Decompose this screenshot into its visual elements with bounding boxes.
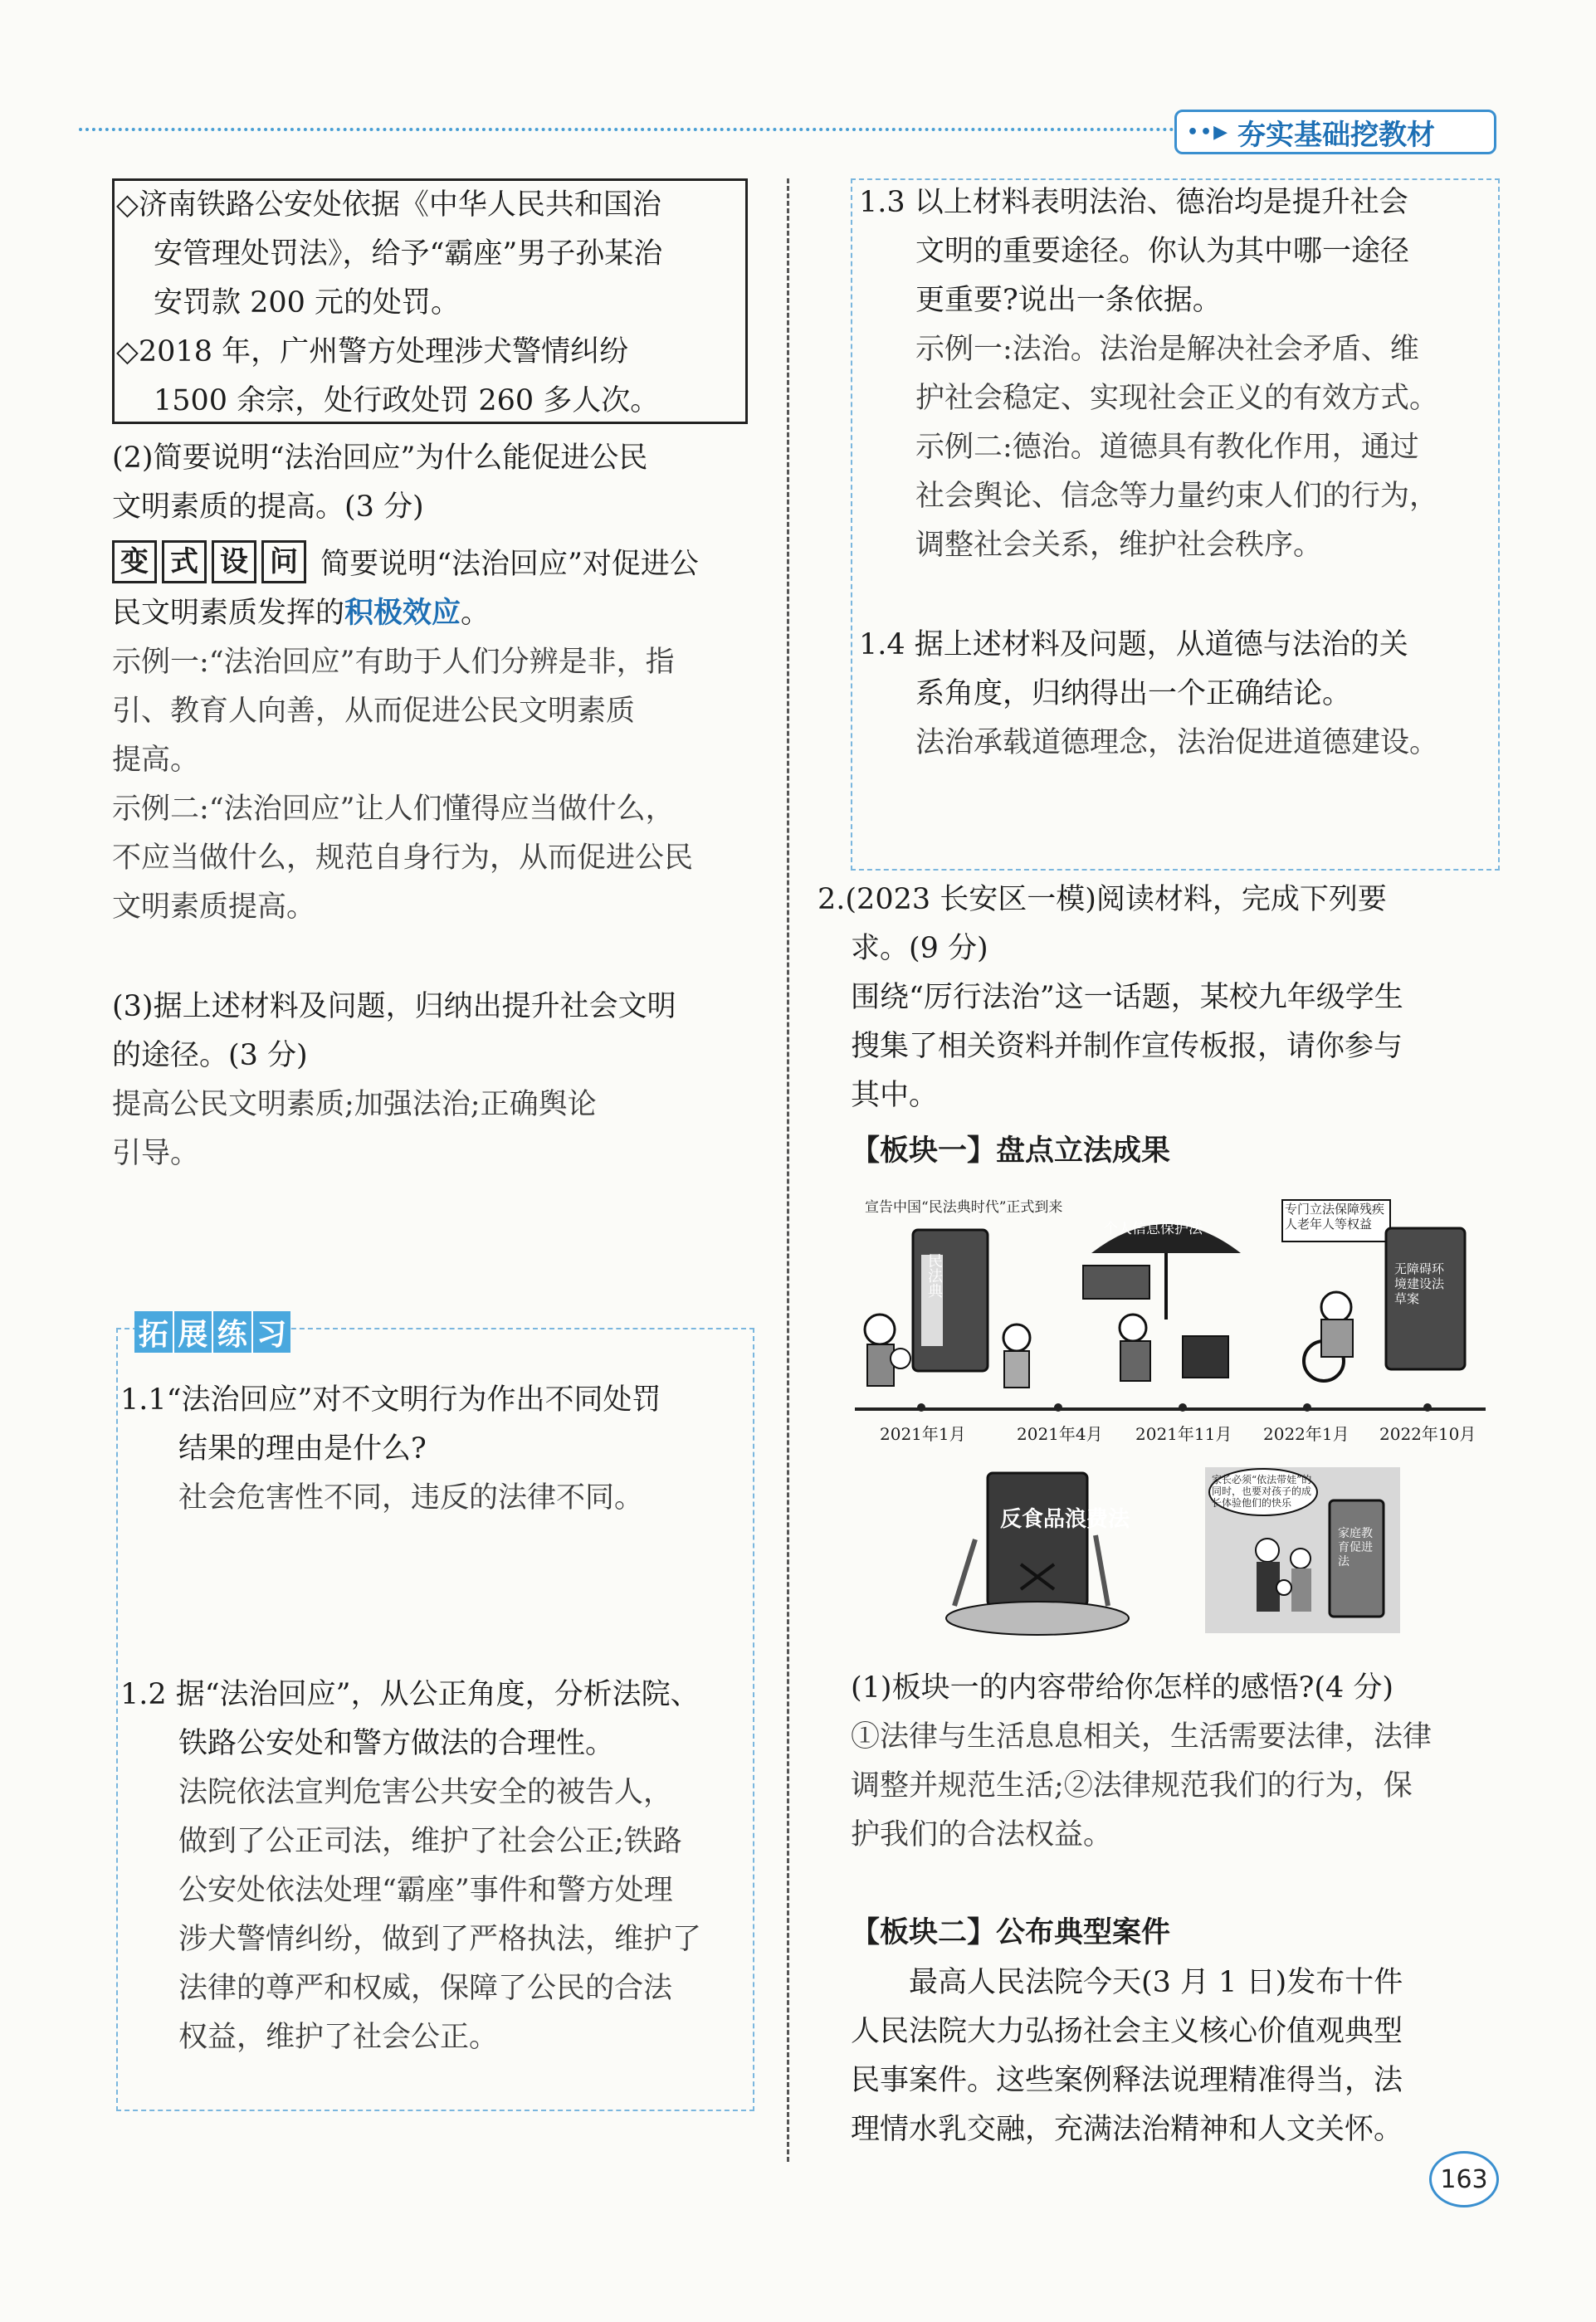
question-1-1-line: 1.1“法治回应”对不文明行为作出不同处罚 — [120, 1383, 661, 1417]
column-separator — [787, 178, 789, 2162]
variant-text: 。 — [461, 597, 491, 630]
variant-question-line2 — [112, 589, 490, 638]
question-1-2-answer-line: 涉犬警情纠纷，做到了严格执法，维护了 — [178, 1923, 702, 1956]
question-1-3-answer-line: 护社会稳定、实现社会正义的有效方式。 — [915, 382, 1439, 415]
book-label: 无障碍环境建设法草案 — [1394, 1261, 1445, 1306]
header-badge — [1174, 110, 1496, 154]
question-2-line: 文明素质的提高。(3 分) — [112, 490, 424, 524]
variant-answer-1-line: 引、教育人向善，从而促进公民文明素质 — [112, 695, 636, 728]
variant-answer-2-line: 示例二:“法治回应”让人们懂得应当做什么， — [112, 793, 675, 826]
question-3-line: 的途径。(3 分) — [112, 1039, 308, 1072]
tag-char: 习 — [256, 1317, 287, 1352]
question-1-2-answer-line: 权益，维护了社会公正。 — [178, 2021, 499, 2054]
timeline-dot — [1303, 1403, 1311, 1412]
question-1-2-line: 铁路公安处和警方做法的合理性。 — [178, 1727, 615, 1760]
block-2-title: 【板块二】公布典型案件 — [851, 1916, 1171, 1949]
block-2-paragraph-line: 人民法院大力弘扬社会主义核心价值观典型 — [851, 2015, 1403, 2048]
variant-answer-2-line: 不应当做什么，规范自身行为，从而促进公民 — [112, 841, 694, 875]
block-1-title: 【板块一】盘点立法成果 — [851, 1134, 1171, 1168]
variant-answer-2-line: 文明素质提高。 — [112, 890, 316, 924]
block-1-answer-line: 护我们的合法权益。 — [851, 1818, 1113, 1851]
timeline-label: 2021年1月 — [880, 1424, 966, 1444]
question-2-right-line: 2.(2023 长安区一模)阅读材料，完成下列要 — [818, 883, 1387, 916]
question-1-3-answer-line: 社会舆论、信念等力量约束人们的行为， — [915, 480, 1439, 513]
question-3-line: (3)据上述材料及问题，归纳出提升社会文明 — [112, 990, 676, 1023]
variant-question — [112, 540, 699, 589]
question-1-3-line: 1.3 以上材料表明法治、德治均是提升社会 — [859, 186, 1408, 219]
question-2-line: (2)简要说明“法治回应”为什么能促进公民 — [112, 441, 648, 475]
question-1-2-answer-line: 法律的尊严和权威，保障了公民的合法 — [178, 1972, 673, 2005]
question-2-intro-line: 围绕“厉行法治”这一话题，某校九年级学生 — [851, 981, 1403, 1014]
timeline-dot — [1179, 1403, 1187, 1412]
question-2-intro-line: 搜集了相关资料并制作宣传板报，请你参与 — [851, 1030, 1403, 1063]
question-1-1-line: 结果的理由是什么? — [178, 1432, 427, 1466]
book-label: 家庭教育促进法 — [1338, 1527, 1373, 1568]
question-2-right-line: 求。(9 分) — [851, 932, 988, 965]
timeline-label: 2021年11月 — [1135, 1424, 1232, 1444]
question-1-2-line: 1.2 据“法治回应”，从公正角度，分析法院、 — [120, 1678, 700, 1711]
timeline-axis — [855, 1407, 1486, 1411]
question-1-4-line: 1.4 据上述材料及问题，从道德与法治的关 — [859, 628, 1408, 661]
material-box-line: 安罚款 200 元的处罚。 — [154, 286, 461, 320]
question-1-3-line: 文明的重要途径。你认为其中哪一途径 — [915, 235, 1410, 268]
question-1-3-answer-line: 示例二:德治。道德具有教化作用，通过 — [915, 431, 1419, 464]
tag-char: 拓 — [134, 1311, 174, 1354]
timeline-dot — [1423, 1403, 1432, 1412]
arrow-icon: ••▶ — [1187, 121, 1230, 143]
civil-code-illustration — [855, 1213, 1046, 1404]
variant-char: 式 — [162, 540, 207, 583]
material-box-line: ◇济南铁路公安处依据《中华人民共和国治 — [116, 188, 661, 222]
variant-answer-1-line: 示例一:“法治回应”有助于人们分辨是非，指 — [112, 646, 675, 679]
food-waste-law-illustration — [942, 1465, 1133, 1639]
question-1-1-answer: 社会危害性不同，违反的法律不同。 — [178, 1481, 644, 1515]
block-1-answer-line: ①法律与生活息息相关，生活需要法律，法律 — [851, 1720, 1432, 1754]
variant-char: 变 — [112, 540, 157, 583]
question-1-3-answer-line: 调整社会关系，维护社会秩序。 — [915, 529, 1323, 562]
variant-text: 民文明素质发挥的 — [112, 597, 345, 630]
header-dotted-rule — [79, 128, 1174, 131]
timeline-label: 2022年10月 — [1379, 1424, 1476, 1444]
timeline-dot — [917, 1403, 925, 1412]
question-1-2-answer-line: 法院依法宣判危害公共安全的被告人， — [178, 1776, 673, 1809]
header-title: 夯实基础挖教材 — [1237, 118, 1436, 152]
variant-char: 设 — [212, 540, 256, 583]
timeline-label: 2022年1月 — [1263, 1424, 1350, 1444]
block-2-paragraph-line: 理情水乳交融，充满法治精神和人文关怀。 — [851, 2113, 1403, 2146]
book-label: 民法典 — [925, 1253, 943, 1298]
question-1-3-line: 更重要?说出一条依据。 — [915, 284, 1222, 317]
question-1-2-answer-line: 做到了公正司法，维护了社会公正;铁路 — [178, 1825, 682, 1858]
umbrella-label: 个人信息保护法 — [1104, 1221, 1203, 1237]
tag-char: 展 — [174, 1311, 214, 1354]
question-1-3-answer-line: 示例一:法治。法治是解决社会矛盾、维 — [915, 333, 1419, 366]
question-2-intro-line: 其中。 — [851, 1079, 939, 1112]
variant-answer-1-line: 提高。 — [112, 744, 200, 777]
tag-char: 练 — [213, 1311, 253, 1354]
question-1-4-line: 系角度，归纳得出一个正确结论。 — [915, 677, 1352, 710]
block-2-paragraph-line: 民事案件。这些案例释法说理精准得当，法 — [851, 2064, 1403, 2097]
question-1-4-answer: 法治承载道德理念，法治促进道德建设。 — [915, 726, 1439, 759]
question-3-answer-line: 提高公民文明素质;加强法治;正确舆论 — [112, 1088, 597, 1121]
question-1-2-answer-line: 公安处依法处理“霸座”事件和警方处理 — [178, 1874, 673, 1907]
question-3-answer-line: 引导。 — [112, 1137, 200, 1170]
block-1-question: (1)板块一的内容带给你怎样的感悟?(4 分) — [851, 1671, 1394, 1705]
variant-char: 问 — [261, 540, 306, 583]
keyword-highlight: 积极效应 — [344, 597, 461, 630]
material-box-line: ◇2018 年，广州警方处理涉犬警情纠纷 — [116, 335, 629, 368]
extension-tag — [134, 1311, 290, 1353]
timeline-label: 2021年4月 — [1017, 1424, 1103, 1444]
speech-bubble-text: 家长必须“依法带娃”的同时，也要对孩子的成长体验他们的快乐 — [1212, 1474, 1312, 1509]
material-box-line: 安管理处罚法》，给予“霸座”男子孙某治 — [154, 237, 663, 271]
block-1-answer-line: 调整并规范生活;②法律规范我们的行为，保 — [851, 1769, 1413, 1802]
timeline-dot — [1054, 1403, 1062, 1412]
page-number: 163 — [1429, 2151, 1499, 2207]
sign-label: 专门立法保障残疾人老年人等权益 — [1285, 1202, 1385, 1232]
illustration-caption: 宣告中国“民法典时代”正式到来 — [865, 1199, 1063, 1216]
book-label: 反食品浪费法 — [1000, 1507, 1130, 1532]
variant-question-text: 简要说明“法治回应”对促进公 — [311, 548, 699, 581]
material-box-line: 1500 余宗，处行政处罚 260 多人次。 — [154, 384, 660, 417]
block-2-paragraph-line: 最高人民法院今天(3 月 1 日)发布十件 — [909, 1966, 1403, 1999]
